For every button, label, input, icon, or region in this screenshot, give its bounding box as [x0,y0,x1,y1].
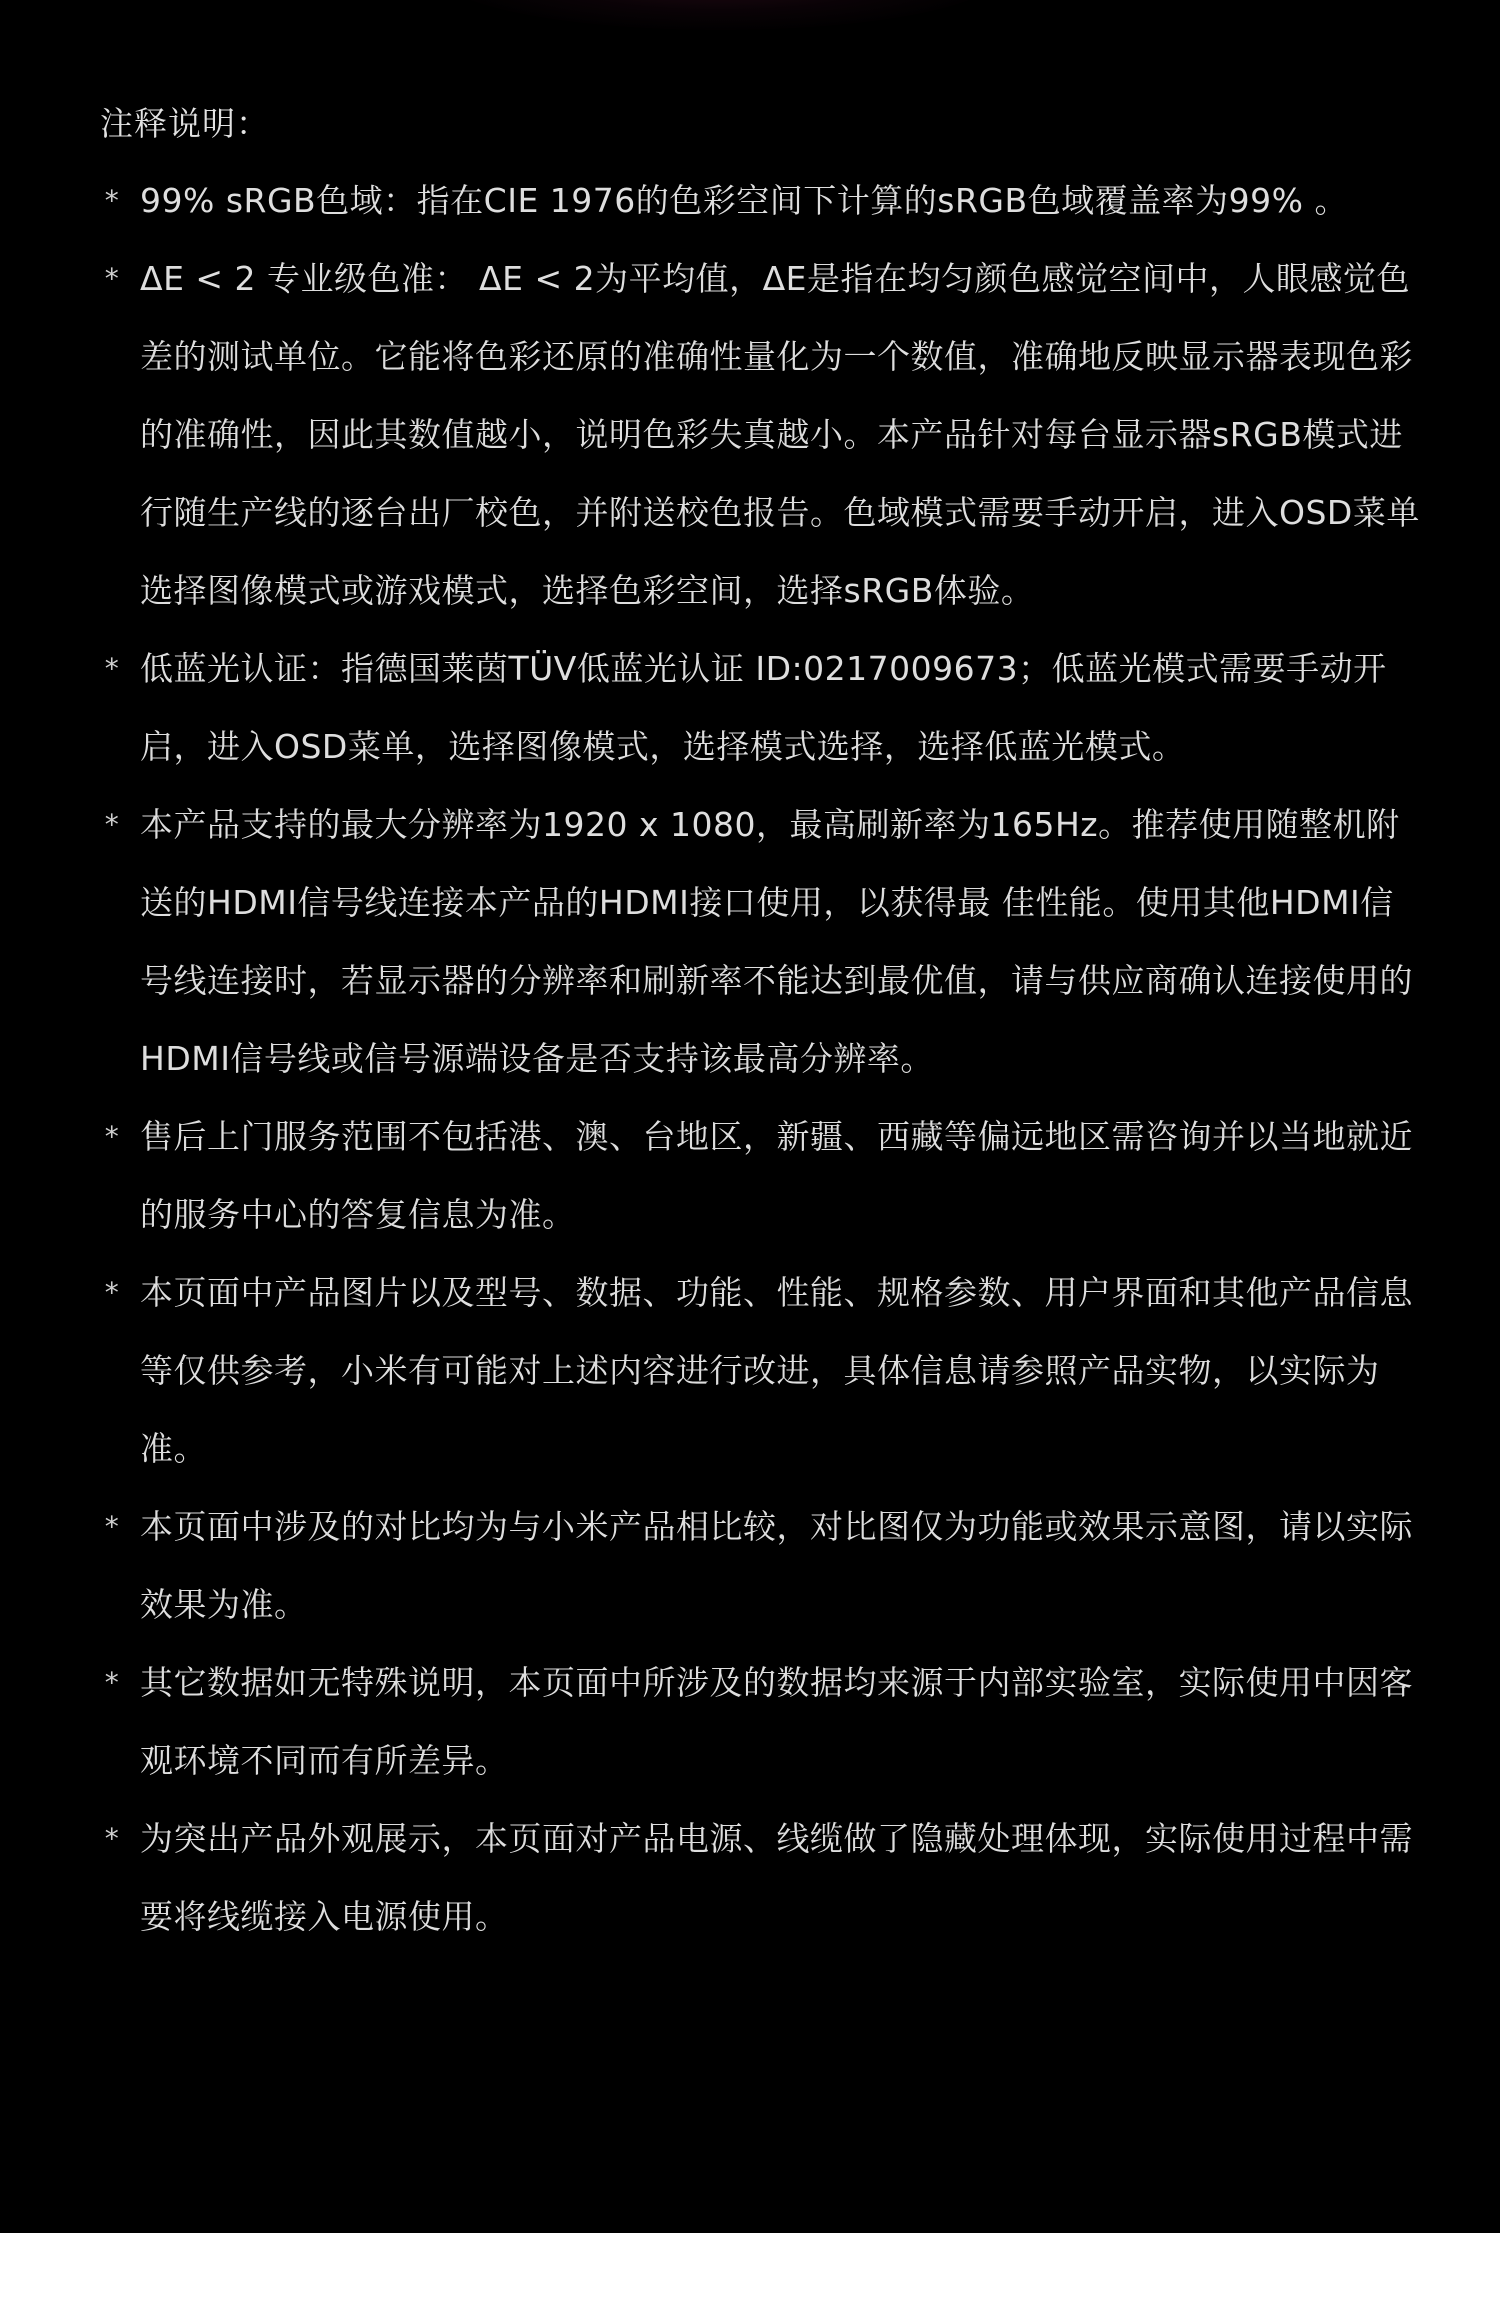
bullet-asterisk: * [104,262,120,295]
note-text: 本页面中产品图片以及型号、数据、功能、性能、规格参数、用户界面和其他产品信息等仅供参考，小米有可能对上述内容进行改进，具体信息请参照产品实物，以实际为准。 [140,1273,1413,1468]
top-glow [440,0,1000,30]
bullet-asterisk: * [104,652,120,685]
note-item [100,630,1420,786]
note-item [100,1488,1420,1644]
bullet-asterisk: * [104,1120,120,1153]
note-item [100,240,1420,630]
note-text: 99% sRGB色域：指在CIE 1976的色彩空间下计算的sRGB色域覆盖率为99% 。 [140,181,1348,220]
note-text: 本产品支持的最大分辨率为1920 x 1080，最高刷新率为165Hz。推荐使用随整机附送的HDMI信号线连接本产品的HDMI接口使用，以获得最 佳性能。使用其他HDMI信号线连接时，若显示器的分辨率和刷新率不能达到最优值，请与供应商确认连接使用的HDMI信号线或信号源端设备是否支持该最高分辨率。 [140,805,1413,1078]
bullet-asterisk: * [104,184,120,217]
bullet-asterisk: * [104,1822,120,1855]
note-text: 低蓝光认证：指德国莱茵TÜV低蓝光认证 ID:0217009673；低蓝光模式需要手动开启，进入OSD菜单，选择图像模式，选择模式选择，选择低蓝光模式。 [140,649,1387,766]
notes-list [100,162,1420,1956]
bullet-asterisk: * [104,1276,120,1309]
note-item [100,1644,1420,1800]
note-item [100,1098,1420,1254]
note-text: 其它数据如无特殊说明，本页面中所涉及的数据均来源于内部实验室，实际使用中因客观环境不同而有所差异。 [140,1663,1413,1780]
note-item [100,786,1420,1098]
note-text: 售后上门服务范围不包括港、澳、台地区，新疆、西藏等偏远地区需咨询并以当地就近的服务中心的答复信息为准。 [140,1117,1413,1234]
note-text: 为突出产品外观展示，本页面对产品电源、线缆做了隐藏处理体现，实际使用过程中需要将线缆接入电源使用。 [140,1819,1413,1936]
note-item [100,1254,1420,1488]
bullet-asterisk: * [104,808,120,841]
bullet-asterisk: * [104,1510,120,1543]
note-text: ΔE < 2 专业级色准： ΔE < 2为平均值，ΔE是指在均匀颜色感觉空间中，人眼感觉色差的测试单位。它能将色彩还原的准确性量化为一个数值，准确地反映显示器表现色彩的准确性，因此其数值越小，说明色彩失真越小。本产品针对每台显示器sRGB模式进行随生产线的逐台出厂校色，并附送校色报告。色域模式需要手动开启，进入OSD菜单选择图像模式或游戏模式，选择色彩空间，选择sRGB体验。 [140,259,1420,610]
notes-section [100,98,1420,1956]
notes-title: 注释说明： [100,104,270,143]
bullet-asterisk: * [104,1666,120,1699]
note-item [100,162,1420,240]
note-text: 本页面中涉及的对比均为与小米产品相比较，对比图仅为功能或效果示意图，请以实际效果为准。 [140,1507,1413,1624]
note-item [100,1800,1420,1956]
